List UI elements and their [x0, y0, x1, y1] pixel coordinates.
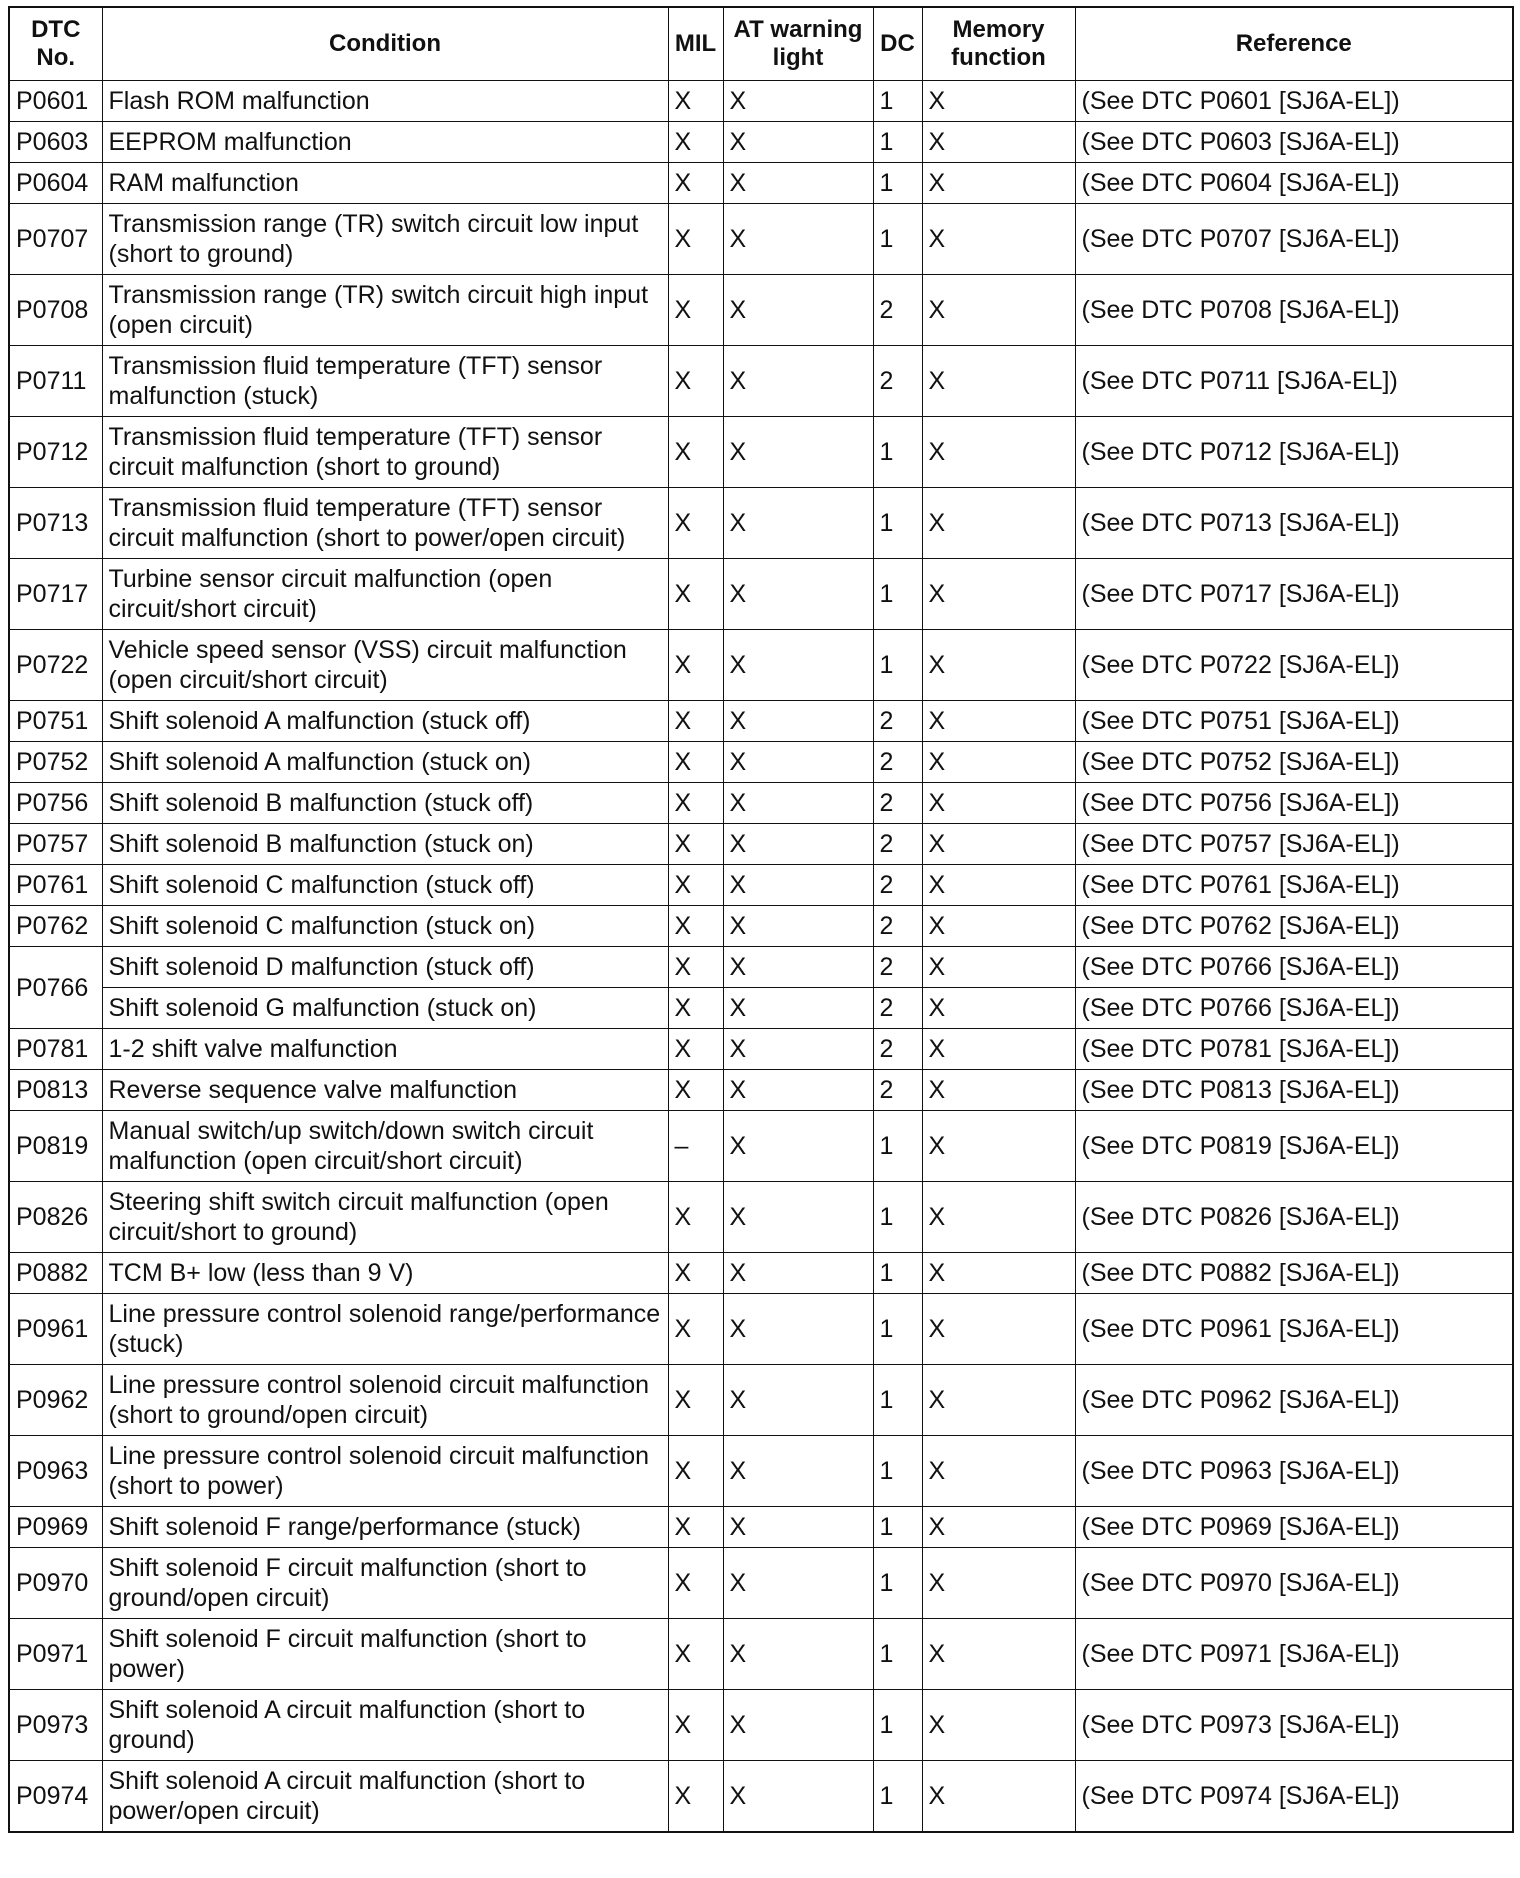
- at-warning-cell: X: [723, 417, 873, 488]
- at-warning-cell: X: [723, 1548, 873, 1619]
- table-row: [9, 824, 1513, 865]
- reference-cell: (See DTC P0722 [SJ6A-EL]): [1075, 630, 1513, 701]
- memory-function-cell: X: [922, 988, 1075, 1029]
- mil-cell: X: [668, 1365, 723, 1436]
- dc-cell: 1: [873, 559, 922, 630]
- dtc-code-cell: P0961: [9, 1294, 102, 1365]
- reference-cell: (See DTC P0707 [SJ6A-EL]): [1075, 204, 1513, 275]
- at-warning-cell: X: [723, 1253, 873, 1294]
- memory-function-cell: X: [922, 81, 1075, 122]
- mil-cell: X: [668, 1436, 723, 1507]
- mil-cell: X: [668, 275, 723, 346]
- at-warning-cell: X: [723, 742, 873, 783]
- table-row: [9, 630, 1513, 701]
- at-warning-cell: X: [723, 783, 873, 824]
- condition-cell: Manual switch/up switch/down switch circuit malfunction (open circuit/short circuit): [102, 1111, 668, 1182]
- table-row: [9, 346, 1513, 417]
- memory-function-cell: X: [922, 742, 1075, 783]
- dtc-code-cell: P0882: [9, 1253, 102, 1294]
- at-warning-cell: X: [723, 559, 873, 630]
- condition-cell: Shift solenoid A malfunction (stuck on): [102, 742, 668, 783]
- dtc-code-cell: P0756: [9, 783, 102, 824]
- dtc-code-cell: P0712: [9, 417, 102, 488]
- mil-cell: X: [668, 122, 723, 163]
- memory-function-cell: X: [922, 1548, 1075, 1619]
- at-warning-cell: X: [723, 906, 873, 947]
- memory-function-cell: X: [922, 1111, 1075, 1182]
- memory-function-cell: X: [922, 1070, 1075, 1111]
- table-row: [9, 701, 1513, 742]
- at-warning-cell: X: [723, 275, 873, 346]
- memory-function-cell: X: [922, 1690, 1075, 1761]
- reference-cell: (See DTC P0766 [SJ6A-EL]): [1075, 988, 1513, 1029]
- condition-cell: Shift solenoid A malfunction (stuck off): [102, 701, 668, 742]
- condition-cell: Shift solenoid D malfunction (stuck off): [102, 947, 668, 988]
- reference-cell: (See DTC P0813 [SJ6A-EL]): [1075, 1070, 1513, 1111]
- reference-cell: (See DTC P0604 [SJ6A-EL]): [1075, 163, 1513, 204]
- condition-cell: Transmission fluid temperature (TFT) sensor circuit malfunction (short to ground): [102, 417, 668, 488]
- header-mil: MIL: [668, 7, 723, 81]
- condition-cell: Shift solenoid F circuit malfunction (short to ground/open circuit): [102, 1548, 668, 1619]
- dtc-code-cell: P0781: [9, 1029, 102, 1070]
- dc-cell: 1: [873, 1507, 922, 1548]
- reference-cell: (See DTC P0752 [SJ6A-EL]): [1075, 742, 1513, 783]
- at-warning-cell: X: [723, 346, 873, 417]
- condition-cell: Shift solenoid F circuit malfunction (short to power): [102, 1619, 668, 1690]
- mil-cell: X: [668, 742, 723, 783]
- dc-cell: 1: [873, 1436, 922, 1507]
- memory-function-cell: X: [922, 865, 1075, 906]
- dc-cell: 1: [873, 204, 922, 275]
- reference-cell: (See DTC P0969 [SJ6A-EL]): [1075, 1507, 1513, 1548]
- mil-cell: X: [668, 1690, 723, 1761]
- table-row: [9, 1111, 1513, 1182]
- mil-cell: X: [668, 1253, 723, 1294]
- mil-cell: X: [668, 906, 723, 947]
- condition-cell: Vehicle speed sensor (VSS) circuit malfunction (open circuit/short circuit): [102, 630, 668, 701]
- dtc-code-cell: P0971: [9, 1619, 102, 1690]
- condition-cell: EEPROM malfunction: [102, 122, 668, 163]
- dc-cell: 2: [873, 947, 922, 988]
- dtc-code-cell: P0813: [9, 1070, 102, 1111]
- memory-function-cell: X: [922, 1182, 1075, 1253]
- reference-cell: (See DTC P0766 [SJ6A-EL]): [1075, 947, 1513, 988]
- mil-cell: X: [668, 1761, 723, 1833]
- mil-cell: X: [668, 1182, 723, 1253]
- condition-cell: Shift solenoid A circuit malfunction (short to ground): [102, 1690, 668, 1761]
- dc-cell: 2: [873, 701, 922, 742]
- dc-cell: 1: [873, 1294, 922, 1365]
- dc-cell: 2: [873, 275, 922, 346]
- mil-cell: X: [668, 1029, 723, 1070]
- table-row: [9, 1029, 1513, 1070]
- condition-cell: Reverse sequence valve malfunction: [102, 1070, 668, 1111]
- memory-function-cell: X: [922, 163, 1075, 204]
- table-row: [9, 163, 1513, 204]
- table-row: [9, 783, 1513, 824]
- reference-cell: (See DTC P0717 [SJ6A-EL]): [1075, 559, 1513, 630]
- reference-cell: (See DTC P0973 [SJ6A-EL]): [1075, 1690, 1513, 1761]
- condition-cell: Shift solenoid C malfunction (stuck on): [102, 906, 668, 947]
- table-row: [9, 988, 1513, 1029]
- at-warning-cell: X: [723, 1619, 873, 1690]
- condition-cell: 1-2 shift valve malfunction: [102, 1029, 668, 1070]
- table-row: [9, 1619, 1513, 1690]
- dc-cell: 2: [873, 906, 922, 947]
- table-row: [9, 906, 1513, 947]
- dc-cell: 1: [873, 1761, 922, 1833]
- mil-cell: X: [668, 81, 723, 122]
- reference-cell: (See DTC P0971 [SJ6A-EL]): [1075, 1619, 1513, 1690]
- dc-cell: 1: [873, 1619, 922, 1690]
- at-warning-cell: X: [723, 122, 873, 163]
- dtc-code-cell: P0604: [9, 163, 102, 204]
- table-row: [9, 1548, 1513, 1619]
- dtc-code-cell: P0713: [9, 488, 102, 559]
- condition-cell: Transmission range (TR) switch circuit low input (short to ground): [102, 204, 668, 275]
- at-warning-cell: X: [723, 1690, 873, 1761]
- table-row: [9, 1690, 1513, 1761]
- at-warning-cell: X: [723, 1436, 873, 1507]
- dtc-code-cell: P0762: [9, 906, 102, 947]
- mil-cell: X: [668, 204, 723, 275]
- dtc-code-cell: P0819: [9, 1111, 102, 1182]
- at-warning-cell: X: [723, 1029, 873, 1070]
- at-warning-cell: X: [723, 630, 873, 701]
- dtc-table: [8, 6, 1514, 1833]
- dtc-code-cell: P0970: [9, 1548, 102, 1619]
- memory-function-cell: X: [922, 947, 1075, 988]
- dc-cell: 1: [873, 1253, 922, 1294]
- dc-cell: 1: [873, 1111, 922, 1182]
- memory-function-cell: X: [922, 417, 1075, 488]
- dc-cell: 2: [873, 742, 922, 783]
- memory-function-cell: X: [922, 346, 1075, 417]
- reference-cell: (See DTC P0713 [SJ6A-EL]): [1075, 488, 1513, 559]
- table-row: [9, 417, 1513, 488]
- memory-function-cell: X: [922, 783, 1075, 824]
- table-row: [9, 1070, 1513, 1111]
- dc-cell: 1: [873, 488, 922, 559]
- reference-cell: (See DTC P0819 [SJ6A-EL]): [1075, 1111, 1513, 1182]
- header-row: [9, 7, 1513, 81]
- dtc-code-cell: P0603: [9, 122, 102, 163]
- table-row: [9, 1436, 1513, 1507]
- mil-cell: X: [668, 559, 723, 630]
- mil-cell: X: [668, 1548, 723, 1619]
- table-row: [9, 1182, 1513, 1253]
- mil-cell: X: [668, 824, 723, 865]
- reference-cell: (See DTC P0826 [SJ6A-EL]): [1075, 1182, 1513, 1253]
- memory-function-cell: X: [922, 1507, 1075, 1548]
- dtc-code-cell: P0711: [9, 346, 102, 417]
- at-warning-cell: X: [723, 824, 873, 865]
- at-warning-cell: X: [723, 81, 873, 122]
- memory-function-cell: X: [922, 1365, 1075, 1436]
- dc-cell: 1: [873, 81, 922, 122]
- memory-function-cell: X: [922, 1029, 1075, 1070]
- mil-cell: X: [668, 701, 723, 742]
- dc-cell: 1: [873, 1690, 922, 1761]
- dtc-code-cell: P0752: [9, 742, 102, 783]
- dc-cell: 1: [873, 122, 922, 163]
- header-memory-function: Memory function: [922, 7, 1075, 81]
- mil-cell: X: [668, 1507, 723, 1548]
- mil-cell: X: [668, 417, 723, 488]
- at-warning-cell: X: [723, 947, 873, 988]
- header-dtc-no: DTC No.: [9, 7, 102, 81]
- dc-cell: 2: [873, 1070, 922, 1111]
- mil-cell: X: [668, 1070, 723, 1111]
- mil-cell: –: [668, 1111, 723, 1182]
- table-row: [9, 488, 1513, 559]
- reference-cell: (See DTC P0708 [SJ6A-EL]): [1075, 275, 1513, 346]
- dc-cell: 2: [873, 865, 922, 906]
- header-condition: Condition: [102, 7, 668, 81]
- memory-function-cell: X: [922, 1253, 1075, 1294]
- dc-cell: 2: [873, 1029, 922, 1070]
- dtc-code-cell: P0963: [9, 1436, 102, 1507]
- memory-function-cell: X: [922, 701, 1075, 742]
- dtc-code-cell: P0708: [9, 275, 102, 346]
- memory-function-cell: X: [922, 204, 1075, 275]
- condition-cell: Shift solenoid F range/performance (stuck): [102, 1507, 668, 1548]
- reference-cell: (See DTC P0711 [SJ6A-EL]): [1075, 346, 1513, 417]
- dc-cell: 2: [873, 824, 922, 865]
- dc-cell: 1: [873, 163, 922, 204]
- reference-cell: (See DTC P0756 [SJ6A-EL]): [1075, 783, 1513, 824]
- dc-cell: 1: [873, 417, 922, 488]
- condition-cell: Flash ROM malfunction: [102, 81, 668, 122]
- header-at-warning-light: AT warning light: [723, 7, 873, 81]
- at-warning-cell: X: [723, 1182, 873, 1253]
- condition-cell: Shift solenoid A circuit malfunction (short to power/open circuit): [102, 1761, 668, 1833]
- dc-cell: 1: [873, 1182, 922, 1253]
- at-warning-cell: X: [723, 204, 873, 275]
- mil-cell: X: [668, 947, 723, 988]
- condition-cell: Transmission range (TR) switch circuit high input (open circuit): [102, 275, 668, 346]
- table-body: [9, 81, 1513, 1833]
- table-row: [9, 1507, 1513, 1548]
- table-row: [9, 742, 1513, 783]
- at-warning-cell: X: [723, 701, 873, 742]
- condition-cell: Shift solenoid B malfunction (stuck off): [102, 783, 668, 824]
- condition-cell: Shift solenoid G malfunction (stuck on): [102, 988, 668, 1029]
- dtc-code-cell: P0962: [9, 1365, 102, 1436]
- mil-cell: X: [668, 488, 723, 559]
- reference-cell: (See DTC P0761 [SJ6A-EL]): [1075, 865, 1513, 906]
- condition-cell: Steering shift switch circuit malfunction (open circuit/short to ground): [102, 1182, 668, 1253]
- reference-cell: (See DTC P0962 [SJ6A-EL]): [1075, 1365, 1513, 1436]
- condition-cell: Transmission fluid temperature (TFT) sensor malfunction (stuck): [102, 346, 668, 417]
- dtc-code-cell: P0969: [9, 1507, 102, 1548]
- table-row: [9, 865, 1513, 906]
- condition-cell: Line pressure control solenoid range/performance (stuck): [102, 1294, 668, 1365]
- condition-cell: Shift solenoid B malfunction (stuck on): [102, 824, 668, 865]
- table-row: [9, 1294, 1513, 1365]
- table-row: [9, 1253, 1513, 1294]
- reference-cell: (See DTC P0974 [SJ6A-EL]): [1075, 1761, 1513, 1833]
- dtc-code-cell: P0766: [9, 947, 102, 1029]
- dtc-code-cell: P0707: [9, 204, 102, 275]
- memory-function-cell: X: [922, 906, 1075, 947]
- mil-cell: X: [668, 1619, 723, 1690]
- table-row: [9, 204, 1513, 275]
- condition-cell: Transmission fluid temperature (TFT) sensor circuit malfunction (short to power/open circuit): [102, 488, 668, 559]
- reference-cell: (See DTC P0762 [SJ6A-EL]): [1075, 906, 1513, 947]
- mil-cell: X: [668, 783, 723, 824]
- memory-function-cell: X: [922, 1294, 1075, 1365]
- dtc-code-cell: P0717: [9, 559, 102, 630]
- dtc-code-cell: P0601: [9, 81, 102, 122]
- mil-cell: X: [668, 988, 723, 1029]
- at-warning-cell: X: [723, 1111, 873, 1182]
- memory-function-cell: X: [922, 630, 1075, 701]
- memory-function-cell: X: [922, 1436, 1075, 1507]
- memory-function-cell: X: [922, 824, 1075, 865]
- condition-cell: RAM malfunction: [102, 163, 668, 204]
- table-row: [9, 81, 1513, 122]
- dtc-code-cell: P0826: [9, 1182, 102, 1253]
- dtc-code-cell: P0722: [9, 630, 102, 701]
- at-warning-cell: X: [723, 988, 873, 1029]
- condition-cell: Turbine sensor circuit malfunction (open circuit/short circuit): [102, 559, 668, 630]
- at-warning-cell: X: [723, 1070, 873, 1111]
- table-header: [9, 7, 1513, 81]
- memory-function-cell: X: [922, 122, 1075, 163]
- at-warning-cell: X: [723, 1761, 873, 1833]
- reference-cell: (See DTC P0963 [SJ6A-EL]): [1075, 1436, 1513, 1507]
- table-row: [9, 275, 1513, 346]
- mil-cell: X: [668, 163, 723, 204]
- at-warning-cell: X: [723, 163, 873, 204]
- memory-function-cell: X: [922, 1761, 1075, 1833]
- memory-function-cell: X: [922, 1619, 1075, 1690]
- dtc-code-cell: P0974: [9, 1761, 102, 1833]
- dc-cell: 1: [873, 1365, 922, 1436]
- reference-cell: (See DTC P0712 [SJ6A-EL]): [1075, 417, 1513, 488]
- dtc-code-cell: P0757: [9, 824, 102, 865]
- dtc-code-cell: P0761: [9, 865, 102, 906]
- mil-cell: X: [668, 630, 723, 701]
- reference-cell: (See DTC P0603 [SJ6A-EL]): [1075, 122, 1513, 163]
- table-row: [9, 122, 1513, 163]
- dtc-code-cell: P0973: [9, 1690, 102, 1761]
- table-row: [9, 1365, 1513, 1436]
- dc-cell: 2: [873, 988, 922, 1029]
- mil-cell: X: [668, 1294, 723, 1365]
- dc-cell: 1: [873, 630, 922, 701]
- dc-cell: 1: [873, 1548, 922, 1619]
- reference-cell: (See DTC P0601 [SJ6A-EL]): [1075, 81, 1513, 122]
- memory-function-cell: X: [922, 275, 1075, 346]
- condition-cell: Line pressure control solenoid circuit malfunction (short to power): [102, 1436, 668, 1507]
- dc-cell: 2: [873, 346, 922, 417]
- mil-cell: X: [668, 865, 723, 906]
- table-row: [9, 1761, 1513, 1833]
- at-warning-cell: X: [723, 1365, 873, 1436]
- reference-cell: (See DTC P0751 [SJ6A-EL]): [1075, 701, 1513, 742]
- dc-cell: 2: [873, 783, 922, 824]
- at-warning-cell: X: [723, 488, 873, 559]
- at-warning-cell: X: [723, 1294, 873, 1365]
- reference-cell: (See DTC P0961 [SJ6A-EL]): [1075, 1294, 1513, 1365]
- memory-function-cell: X: [922, 488, 1075, 559]
- table-row: [9, 559, 1513, 630]
- memory-function-cell: X: [922, 559, 1075, 630]
- reference-cell: (See DTC P0781 [SJ6A-EL]): [1075, 1029, 1513, 1070]
- dtc-code-cell: P0751: [9, 701, 102, 742]
- table-row: [9, 947, 1513, 988]
- reference-cell: (See DTC P0970 [SJ6A-EL]): [1075, 1548, 1513, 1619]
- condition-cell: Shift solenoid C malfunction (stuck off): [102, 865, 668, 906]
- header-dc: DC: [873, 7, 922, 81]
- mil-cell: X: [668, 346, 723, 417]
- header-reference: Reference: [1075, 7, 1513, 81]
- at-warning-cell: X: [723, 1507, 873, 1548]
- reference-cell: (See DTC P0757 [SJ6A-EL]): [1075, 824, 1513, 865]
- condition-cell: TCM B+ low (less than 9 V): [102, 1253, 668, 1294]
- condition-cell: Line pressure control solenoid circuit malfunction (short to ground/open circuit): [102, 1365, 668, 1436]
- at-warning-cell: X: [723, 865, 873, 906]
- reference-cell: (See DTC P0882 [SJ6A-EL]): [1075, 1253, 1513, 1294]
